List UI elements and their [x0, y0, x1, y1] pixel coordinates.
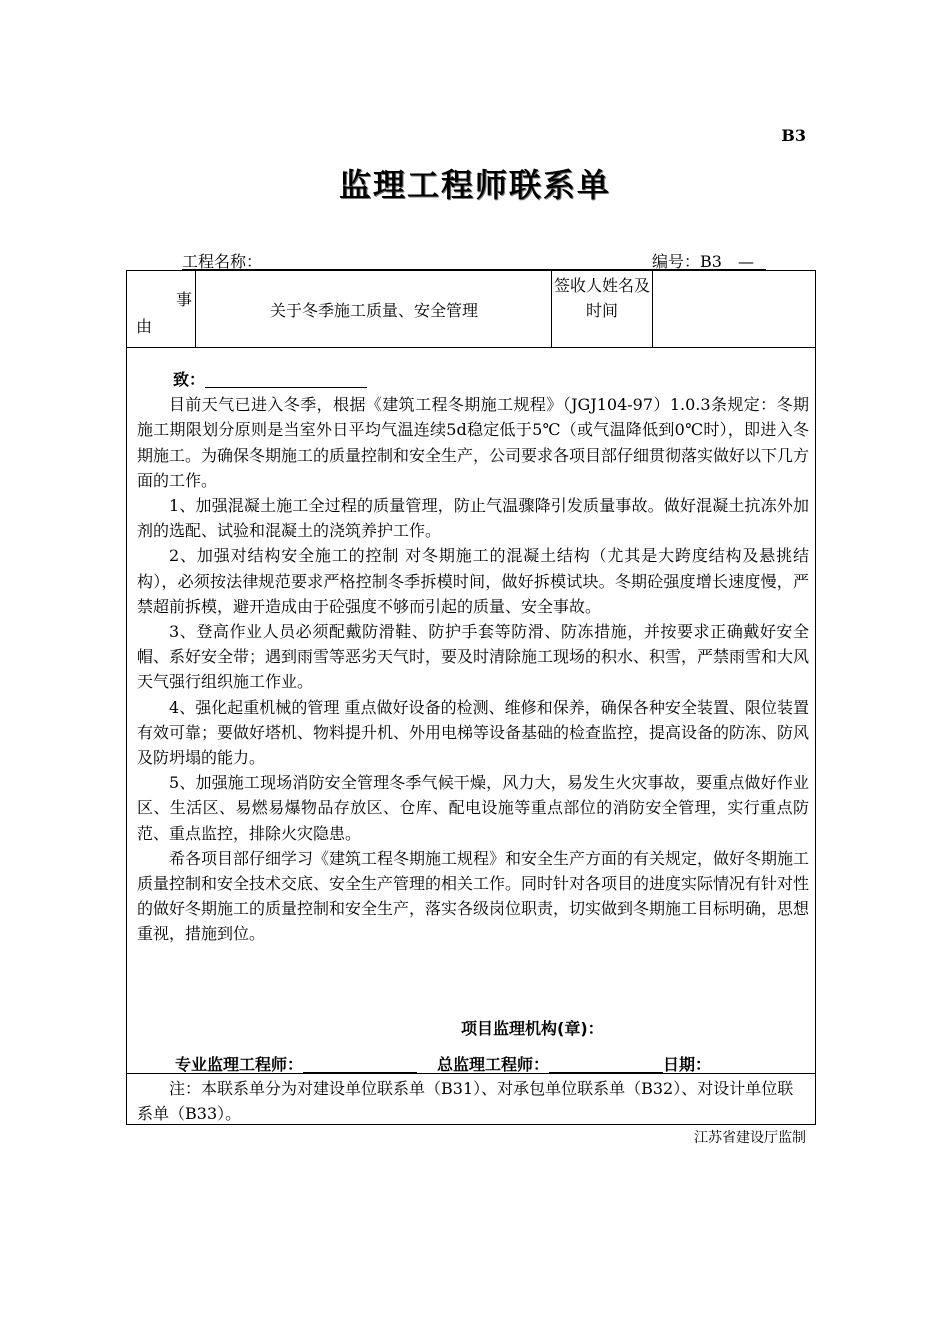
signature-row [175, 1052, 711, 1075]
sign-value-cell[interactable] [653, 271, 815, 347]
number-field [652, 249, 766, 270]
paragraph-closing: 希各项目部仔细学习《建筑工程冬期施工规程》和安全生产方面的有关规定，做好冬期施工质量控制和安全技术交底、安全生产管理的相关工作。同时针对各项目的进度实际情况有针对性的做好冬期施工的质量控制和安全生产，落实各级岗位职责，切实做到冬期施工目标明确，思想重视，措施到位。 [137, 848, 810, 944]
paragraph-intro: 目前天气已进入冬季，根据《建筑工程冬期施工规程》（JGJ104-97）1.0.3条规定：冬期施工期限划分原则是当室外日平均气温连续5d稳定低于5℃（或气温降低到0℃时），即进入冬期施工。为确保冬期施工的质量控制和安全生产，公司要求各项目部仔细贯彻落实做好以下几方面的工作。 [137, 395, 810, 490]
paragraph-2: 2、加强对结构安全施工的控制 对冬期施工的混凝土结构（尤其是大跨度结构及悬挑结构），必须按法律规范要求严格控制冬季拆模时间，做好拆模试块。冬期砼强度增长速度慢，严禁超前拆模，避开造成由于砼强度不够而引起的质量、安全事故。 [137, 546, 809, 616]
engineer-label: 专业监理工程师： [175, 1055, 304, 1074]
paragraph-5: 5、加强施工现场消防安全管理冬季气候干燥，风力大，易发生火灾事故，要重点做好作业区、生活区、易燃易爆物品存放区、仓库、配电设施等重点部位的消防安全管理，实行重点防范、重点监控，排除火灾隐患。 [137, 773, 809, 843]
project-name-label: 工程名称： [182, 252, 263, 271]
chief-signature-blank[interactable] [549, 1056, 663, 1073]
engineer-signature-blank[interactable] [303, 1056, 417, 1073]
chief-engineer-label: 总监理工程师： [437, 1055, 550, 1074]
subject-text: 关于冬季施工质量、安全管理 [269, 301, 478, 320]
addressee-blank[interactable] [205, 371, 367, 388]
number-label: 编号：B3 — [652, 252, 754, 271]
addressee-row [137, 367, 809, 392]
subject-label-bottom: 由 [136, 317, 153, 336]
letter-body [137, 367, 809, 947]
sign-label: 签收人姓名及时间 [553, 276, 650, 320]
supervision-org-label: 项目监理机构(章)： [461, 1019, 604, 1038]
subject-label-top: 事 [176, 290, 193, 309]
paragraph-1: 1、加强混凝土施工全过程的质量管理，防止气温骤降引发质量事故。做好混凝土抗冻外加剂的选配、试验和混凝土的浇筑养护工作。 [137, 496, 809, 541]
header-row-divider [126, 347, 816, 348]
form-code: B3 [781, 126, 806, 145]
paragraph-4: 4、强化起重机械的管理 重点做好设备的检测、维修和保养，确保各种安全装置、限位装置有效可靠；要做好塔机、物料提升机、外用电梯等设备基础的检查监控，提高设备的防冻、防风及防坍塌的能力。 [137, 697, 810, 768]
page-title: 监理工程师联系单 [338, 166, 611, 204]
footnote: 注：本联系单分为对建设单位联系单（B31）、对承包单位联系单（B32）、对设计单位联系单（B33）。 [137, 1079, 794, 1123]
issuer-footer: 江苏省建设厅监制 [694, 1130, 806, 1146]
to-label: 致： [173, 370, 206, 389]
project-name-field [182, 249, 652, 270]
date-label: 日期： [663, 1055, 712, 1074]
paragraph-3: 3、登高作业人员必须配戴防滑鞋、防护手套等防滑、防冻措施，并按要求正确戴好安全帽、系好安全带；遇到雨雪等恶劣天气时，要及时清除施工现场的积水、积雪，严禁雨雪和大风天气强行组织施工作业。 [137, 622, 810, 692]
